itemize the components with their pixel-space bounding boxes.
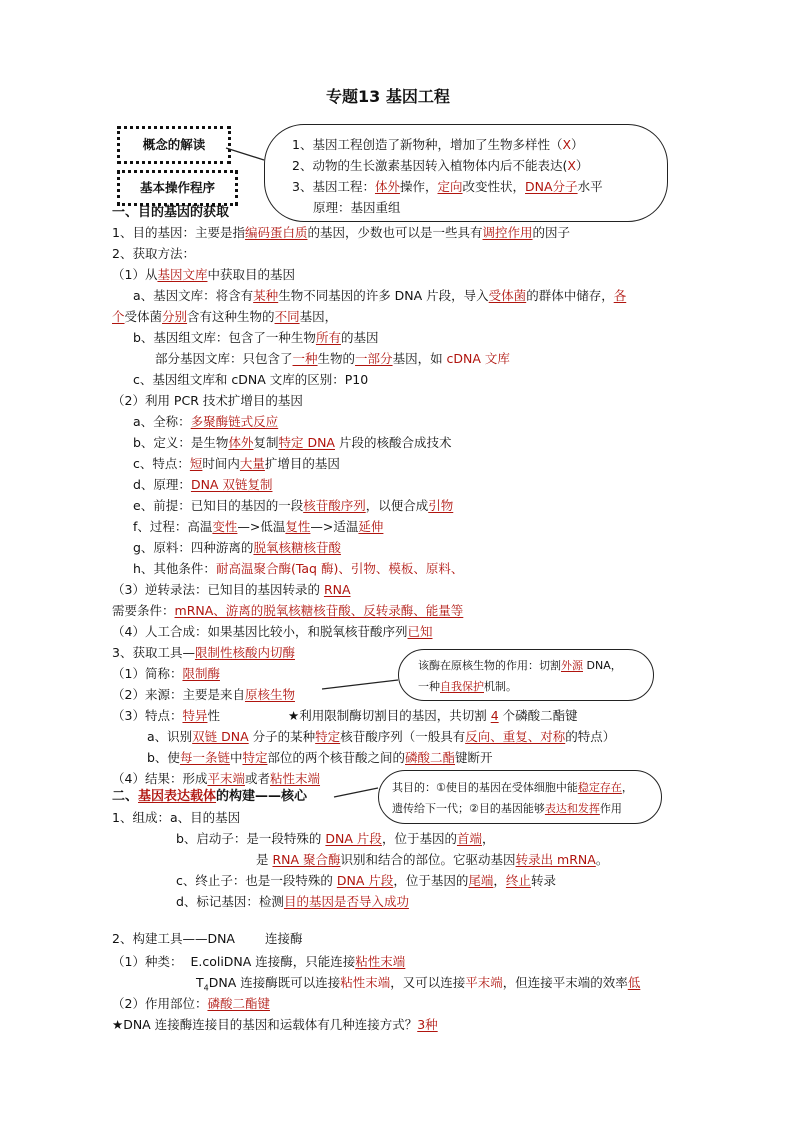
s3-line4: （3）特点：特异性 <box>112 708 220 723</box>
s1-line9: （2）利用 PCR 技术扩增目的基因 <box>112 393 303 408</box>
s1-line17: h、其他条件：耐高温聚合酶(Taq 酶)、引物、模板、原料、 <box>133 561 464 576</box>
s3-line2: （1）简称：限制酶 <box>112 666 220 681</box>
bubble1-line2: 2、动物的生长激素基因转入植物体内后不能表达(X） <box>292 158 589 173</box>
concept-box-label: 概念的解读 <box>142 137 206 152</box>
s1-line11: b、定义：是生物体外复制特定 DNA 片段的核酸合成技术 <box>133 435 452 450</box>
page-title: 专题13 基因工程 <box>326 87 450 106</box>
bubble2-line1: 该酶在原核生物的作用：切割外源 DNA， <box>418 659 622 672</box>
s1-line2: 2、获取方法： <box>112 246 195 261</box>
s2-line6: 2、构建工具——DNA 连接酶 <box>112 931 303 946</box>
s2-line9: （2）作用部位：磷酸二酯键 <box>112 996 270 1011</box>
s1-line4: a、基因文库：将含有某种生物不同基因的许多 DNA 片段，导入受体菌的群体中储存，各 <box>133 288 627 303</box>
s2-line10: ★DNA 连接酶连接目的基因和运载体有几种连接方式？3种 <box>112 1017 438 1032</box>
s1-line20: （4）人工合成：如果基因比较小，和脱氧核苷酸序列已知 <box>112 624 433 639</box>
s3-line1: 3、获取工具—限制性核酸内切酶 <box>112 645 295 660</box>
s2-line8: $T_4DNA$ 连接酶既可以连接粘性末端，又可以连接平末端，但连接平末端的效率低 <box>196 975 641 993</box>
s3-line7: （4）结果：形成平末端或者粘性末端 <box>112 771 321 786</box>
s1-line18: （3）逆转录法：已知目的基因转录的 RNA <box>112 582 351 597</box>
s3-line6: b、使每一条链中特定部位的两个核苷酸之间的磷酸二酯键断开 <box>147 750 493 765</box>
s2-line3: 是 RNA 聚合酶识别和结合的部位。它驱动基因转录出 mRNA。 <box>256 852 609 867</box>
bubble2-line2: 一种自我保护机制。 <box>418 680 517 693</box>
callout-connector-3 <box>334 788 378 797</box>
s1-line10: a、全称：多聚酶链式反应 <box>133 414 279 429</box>
s2-line1: 1、组成：a、目的基因 <box>112 810 241 825</box>
s2-line4: c、终止子：也是一段特殊的 DNA 片段，位于基因的尾端，终止转录 <box>176 873 556 888</box>
s2-line2: b、启动子：是一段特殊的 DNA 片段，位于基因的首端， <box>176 831 495 846</box>
s1-line19: 需要条件：mRNA、游离的脱氧核糖核苷酸、反转录酶、能量等 <box>112 603 464 618</box>
s2-line5: d、标记基因：检测目的基因是否导入成功 <box>176 894 409 909</box>
section1-heading: 一、目的基因的获取 <box>112 205 230 220</box>
bubble1-line4: 原理：基因重组 <box>313 200 401 215</box>
s1-line8: c、基因组文库和 cDNA 文库的区别：P10 <box>133 372 369 387</box>
s1-line1: 1、目的基因：主要是指编码蛋白质的基因，少数也可以是一些具有调控作用的因子 <box>112 225 571 240</box>
s1-line5: 个受体菌分别含有这种生物的不同基因， <box>112 309 338 324</box>
s3-line3: （2）来源：主要是来自原核生物 <box>112 687 295 702</box>
s3-line4-note: ★利用限制酶切割目的基因，共切割 4 个磷酸二酯键 <box>288 708 578 723</box>
bubble1-line3: 3、基因工程：体外操作，定向改变性状，DNA分子水平 <box>292 179 603 194</box>
callout-connector-1 <box>226 148 264 160</box>
s1-line15: f、过程：高温变性—>低温复性—>适温延伸 <box>133 519 384 534</box>
s1-line14: e、前提：已知目的基因的一段核苷酸序列，以便合成引物 <box>133 498 454 513</box>
s1-line16: g、原料：四种游离的脱氧核糖核苷酸 <box>133 540 341 555</box>
s1-line7: 部分基因文库：只包含了一种生物的一部分基因，如 cDNA 文库 <box>155 351 510 366</box>
s2-line7: （1）种类： E.coliDNA 连接酶，只能连接粘性末端 <box>112 954 406 969</box>
bubble3-line2: 遗传给下一代；②目的基因能够表达和发挥作用 <box>392 802 622 815</box>
s1-line6: b、基因组文库：包含了一种生物所有的基因 <box>133 330 379 345</box>
callout-connector-2 <box>322 680 398 689</box>
procedure-box-label: 基本操作程序 <box>139 180 215 195</box>
bubble3-line1: 其目的：①使目的基因在受体细胞中能稳定存在， <box>392 781 633 794</box>
s1-line12: c、特点：短时间内大量扩增目的基因 <box>133 456 340 471</box>
s1-line3: （1）从基因文库中获取目的基因 <box>112 267 295 282</box>
bubble1-line1: 1、基因工程创造了新物种，增加了生物多样性（X） <box>292 137 584 152</box>
s1-line13: d、原理：DNA 双链复制 <box>133 477 273 492</box>
section2-heading: 二、基因表达载体的构建——核心 <box>112 789 308 804</box>
s3-line5: a、识别双链 DNA 分子的某种特定核苷酸序列（一般具有反向、重复、对称的特点） <box>147 729 616 744</box>
